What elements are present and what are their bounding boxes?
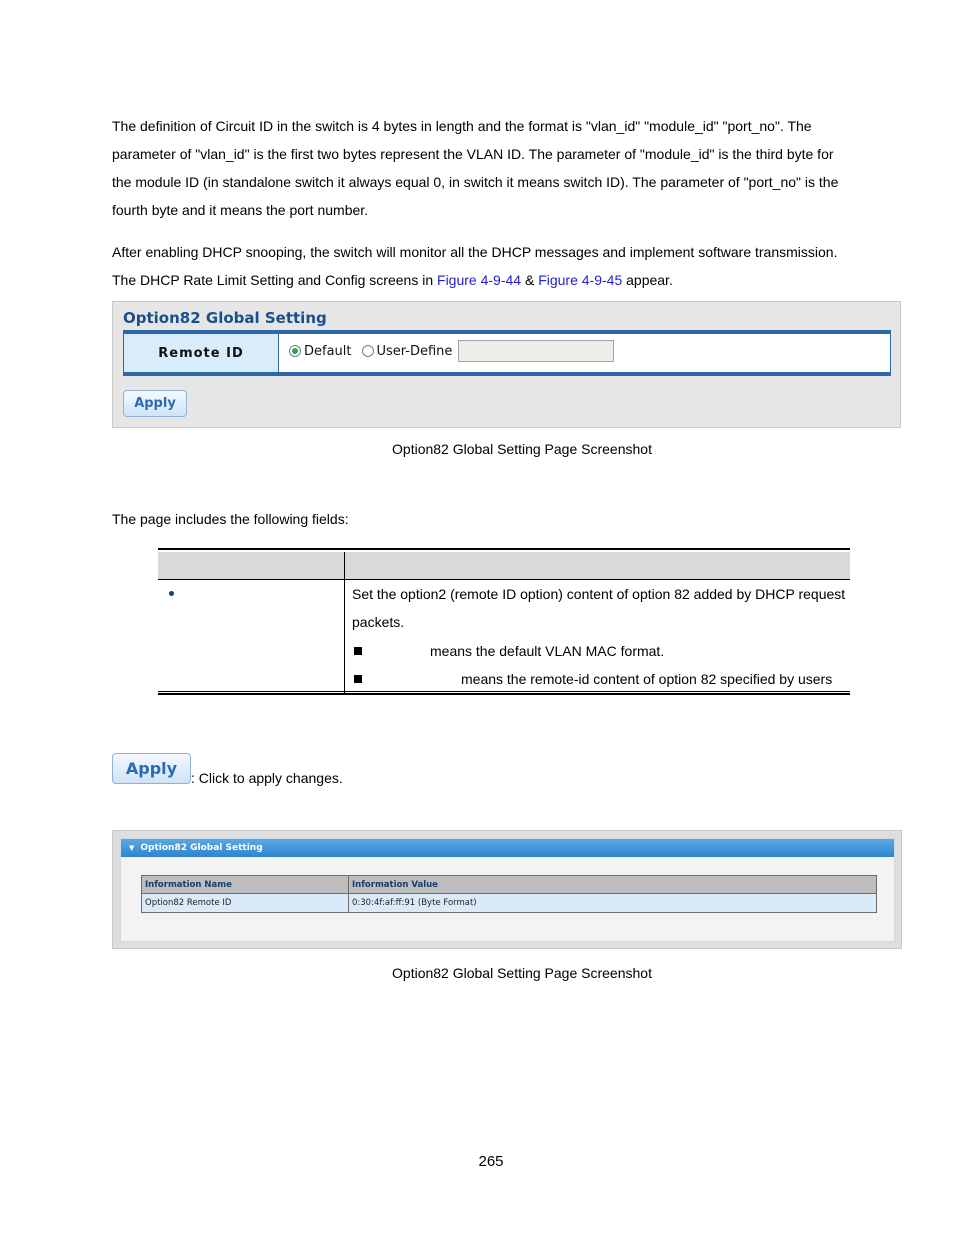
- user-define-radio-label: User-Define: [376, 343, 453, 359]
- figure1-caption: Option82 Global Setting Page Screenshot: [392, 441, 652, 457]
- default-radio[interactable]: [289, 345, 301, 357]
- settings-table: [123, 330, 891, 376]
- square-bullet-icon: [354, 647, 362, 655]
- info-name-header: Information Name: [142, 876, 349, 893]
- ampersand-text: &: [521, 272, 539, 288]
- info-table-header: [142, 876, 876, 894]
- figure-link-1[interactable]: Figure 4-9-44: [437, 272, 522, 288]
- collapse-icon[interactable]: ▼: [129, 844, 135, 852]
- info-value-cell: 0:30:4f:af:ff:91 (Byte Format): [352, 898, 477, 908]
- intro-text-end: appear.: [622, 272, 673, 288]
- table-bottom-rule: [158, 691, 850, 695]
- figure2-caption: Option82 Global Setting Page Screenshot: [392, 965, 652, 981]
- figure-link-2[interactable]: Figure 4-9-45: [538, 272, 623, 288]
- table-header-row: [158, 552, 850, 580]
- apply-button[interactable]: Apply: [123, 390, 187, 417]
- user-define-radio[interactable]: [362, 345, 374, 357]
- info-value-header: Information Value: [352, 879, 438, 890]
- table-top-rule: [158, 548, 850, 550]
- remote-id-label: Remote ID: [124, 334, 279, 372]
- table-row: [142, 894, 876, 912]
- info-panel: [120, 838, 895, 942]
- fields-intro: The page includes the following fields:: [112, 511, 349, 527]
- bullet-icon: [169, 591, 174, 596]
- apply-button-sample[interactable]: Apply: [112, 753, 191, 784]
- remote-id-description: Set the option2 (remote ID option) content of option 82 added by DHCP request packets.: [352, 586, 846, 630]
- panel-bar-title: Option82 Global Setting: [140, 843, 263, 853]
- info-table: [141, 875, 877, 913]
- default-radio-label: Default: [304, 343, 352, 359]
- user-define-input[interactable]: [458, 340, 614, 362]
- apply-description: : Click to apply changes.: [191, 770, 343, 786]
- remote-id-options: [289, 340, 614, 362]
- user-define-description: means the remote-id content of option 82 specified by users: [461, 671, 833, 687]
- column-divider: [344, 552, 345, 694]
- page-number: 265: [478, 1153, 504, 1170]
- panel-title-bar[interactable]: [121, 839, 894, 857]
- fields-table: [158, 548, 850, 696]
- intro-paragraph-2: [112, 238, 852, 294]
- option82-info-screenshot: [112, 830, 902, 949]
- square-bullet-icon: [354, 675, 362, 683]
- default-description: means the default VLAN MAC format.: [430, 643, 665, 659]
- intro-paragraph-1: The definition of Circuit ID in the switch is 4 bytes in length and the format is "vlan_id" "module_id" "port_no". The parameter of "vlan_id" is the first two bytes represent the VLAN ID. The parameter of "module_id" is the third byte for the module ID (in standalone switch it always equal 0, in switch it means switch ID). The parameter of "port_no" is the fourth byte and it means the port number.: [112, 118, 839, 218]
- panel-title: Option82 Global Setting: [123, 309, 327, 327]
- intro-text: After enabling DHCP snooping, the switch will monitor all the DHCP messages and implement software transmission. The DHCP Rate Limit Setting and Config screens in: [112, 244, 838, 288]
- option82-setting-screenshot: [112, 301, 901, 428]
- info-name-cell: Option82 Remote ID: [142, 894, 349, 912]
